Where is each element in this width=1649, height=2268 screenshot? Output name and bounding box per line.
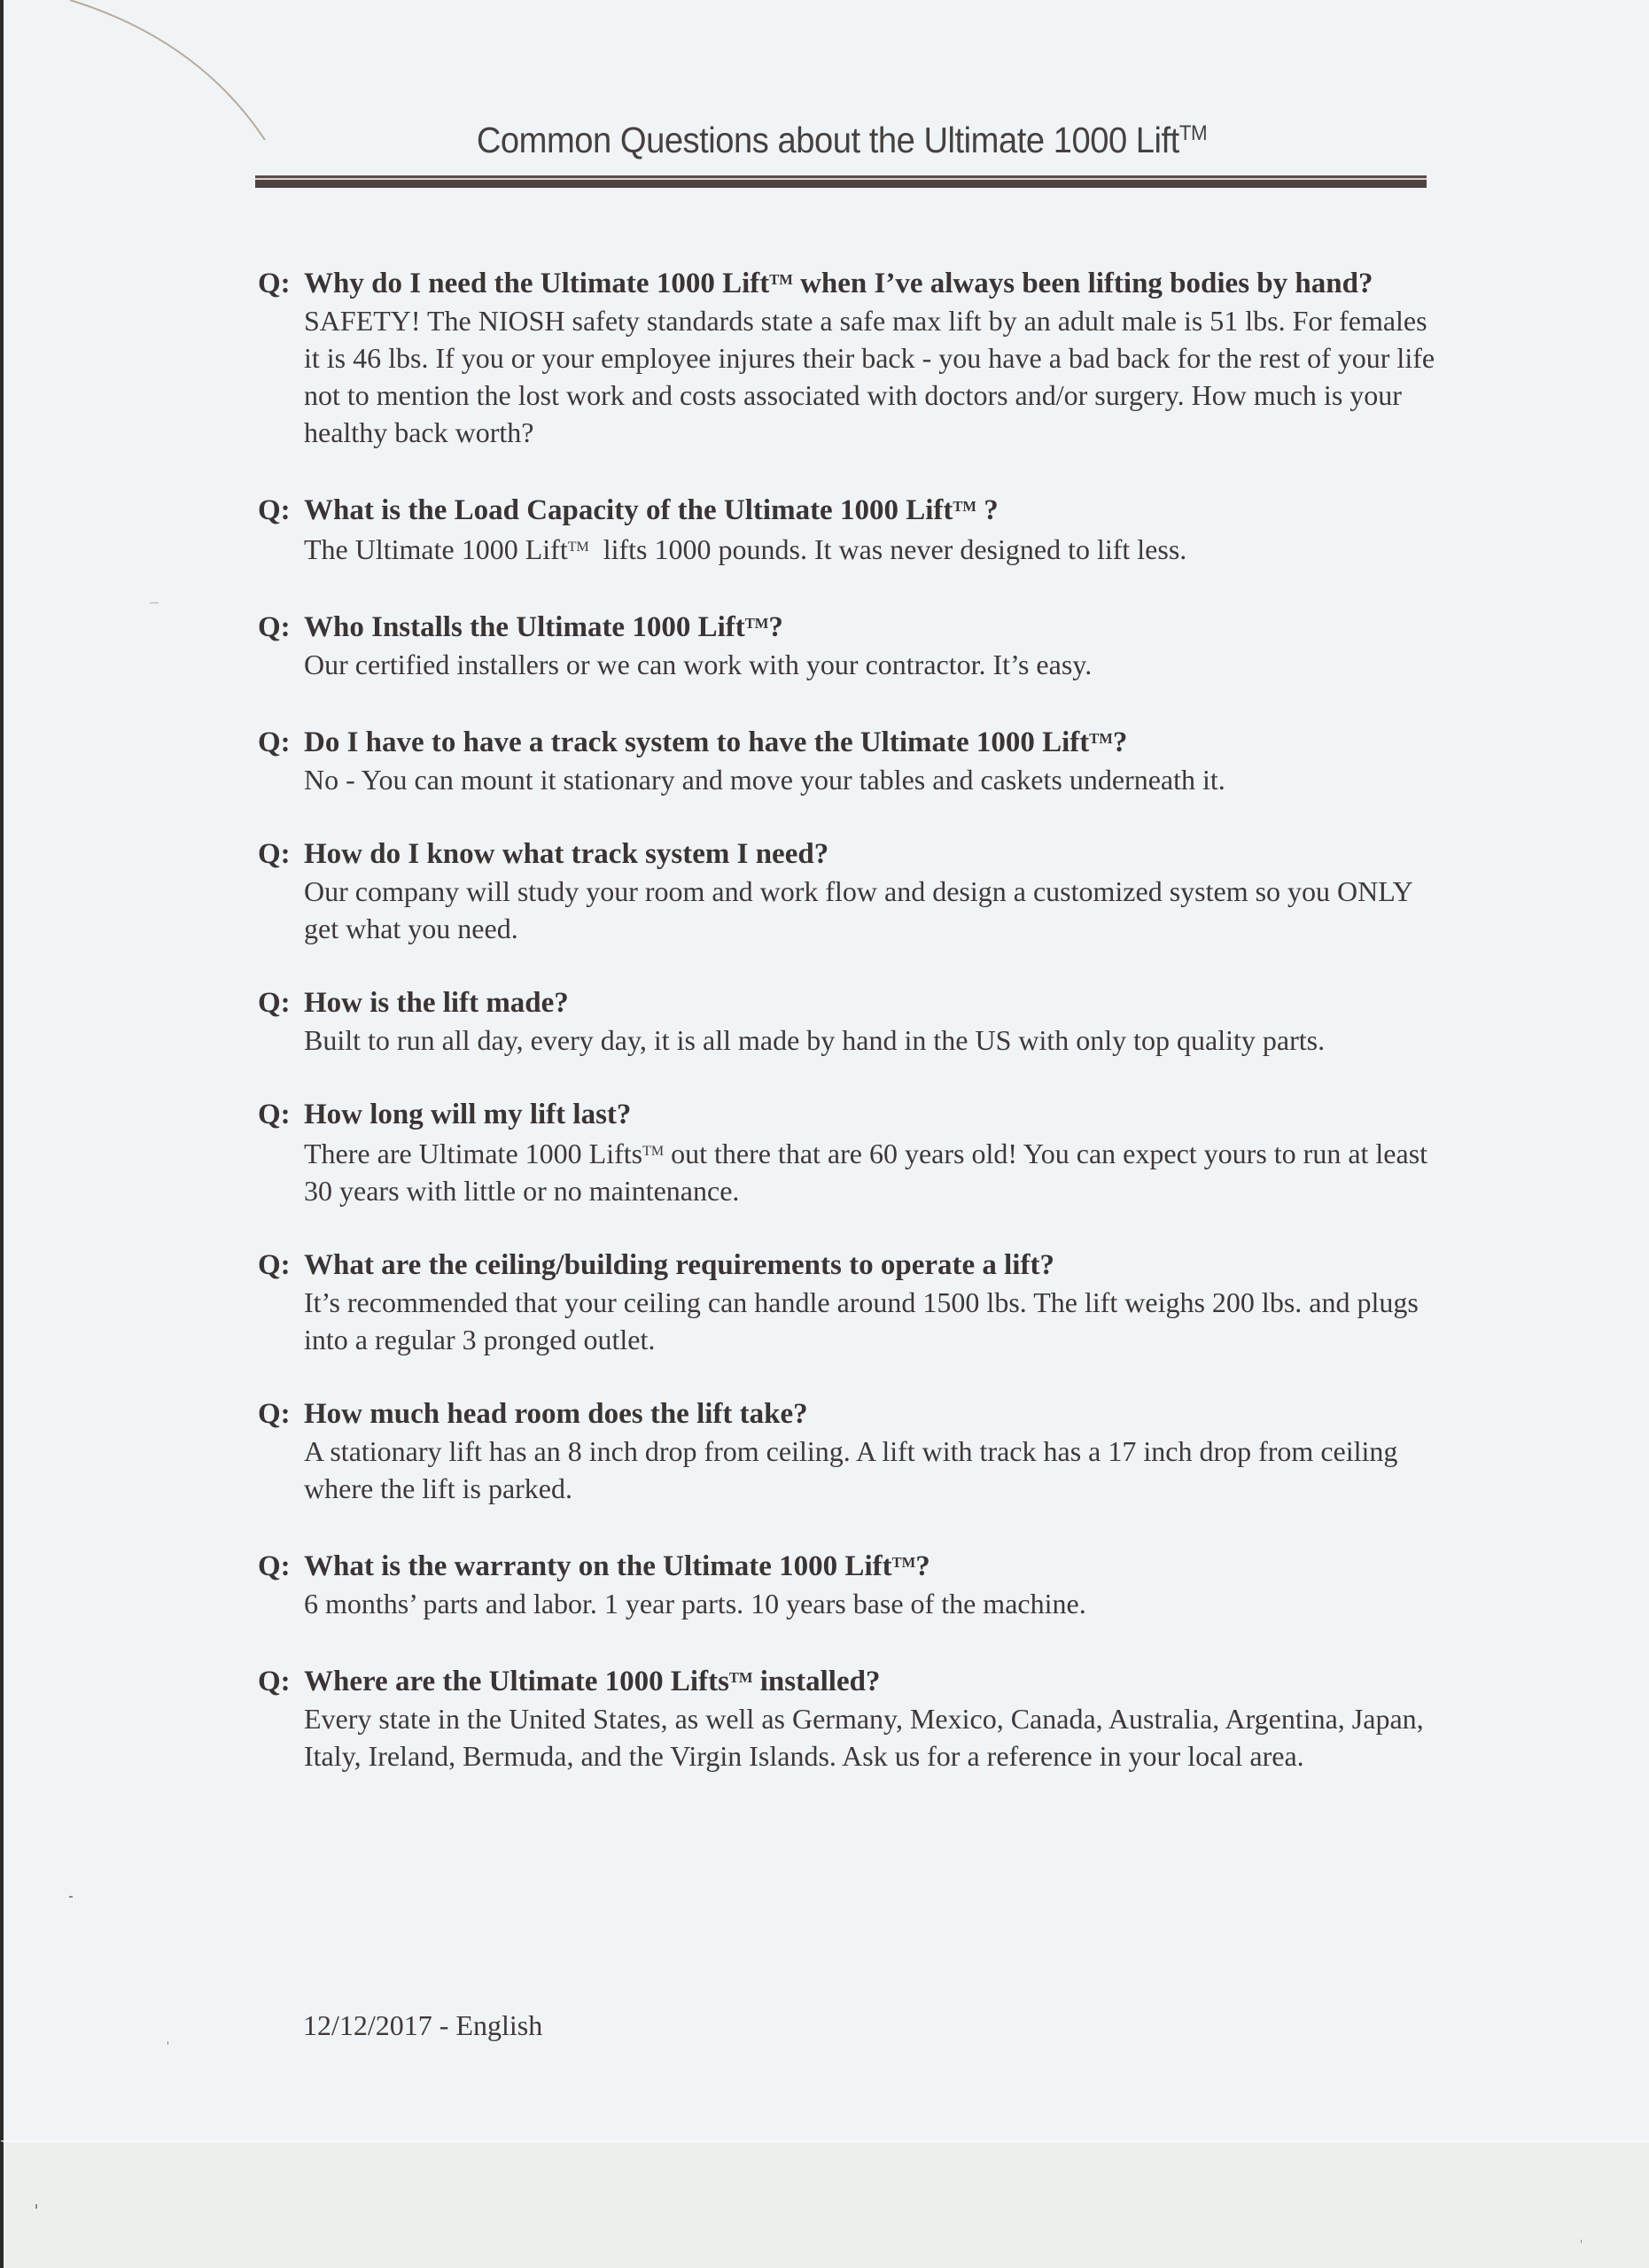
faq-answer: Every state in the United States, as well as Germany, Mexico, Canada, Australia, Argentina, Japan, Italy, Ireland, Bermuda, and the Virgin Islands. Ask us for a reference in your local area. — [304, 1702, 1438, 1772]
faq-answer: Our certified installers or we can work with your contractor. It’s easy. — [304, 648, 1093, 680]
question-prefix: Q: — [258, 726, 291, 759]
scan-speck — [150, 602, 159, 603]
question-prefix: Q: — [258, 1248, 291, 1281]
question-prefix: Q: — [258, 1397, 291, 1430]
faq-answer — [258, 529, 1436, 568]
scan-speck — [35, 2204, 37, 2209]
answer-text: out there that are 60 years old! You can expect yours to run at least 30 years with little or no maintenance. — [304, 1137, 1428, 1207]
rule-thick-line — [255, 180, 1427, 188]
faq-answer: 6 months’ parts and labor. 1 year parts. 10 years base of the machine. — [304, 1587, 1086, 1619]
faq-item — [258, 1247, 1436, 1358]
trademark-symbol: TM — [728, 1668, 753, 1686]
faq-answer: Our company will study your room and work flow and design a customized system so you ONLY get what you need. — [304, 875, 1412, 945]
question-prefix: Q: — [258, 494, 291, 527]
question-text: How is the lift made? — [304, 987, 569, 1020]
faq-list — [258, 261, 1436, 1812]
page-title-text: Common Questions about the Ultimate 1000 Lift — [476, 120, 1179, 160]
question-text: Why do I need the Ultimate 1000 Lift — [304, 268, 770, 300]
trademark-symbol: TM — [953, 498, 976, 516]
faq-question — [258, 1096, 1436, 1133]
trademark-symbol: TM — [567, 540, 589, 555]
faq-answer: No - You can mount it stationary and move your tables and caskets underneath it. — [304, 764, 1225, 796]
document-date-language: 12/12/2017 - English — [303, 2009, 543, 2041]
faq-item — [258, 605, 1436, 683]
faq-question — [258, 1395, 1436, 1433]
faq-answer: A stationary lift has an 8 inch drop from ceiling. A lift with track has a 17 inch drop from ceiling where the lift is parked. — [304, 1434, 1398, 1504]
question-text: How long will my lift last? — [304, 1099, 632, 1131]
question-text: What are the ceiling/building requirements to operate a lift? — [304, 1248, 1054, 1281]
faq-item — [258, 720, 1436, 798]
answer-text: There are Ultimate 1000 Lifts — [304, 1137, 643, 1169]
question-prefix: Q: — [258, 268, 291, 300]
scan-speck — [1581, 2240, 1582, 2243]
question-prefix: Q: — [258, 1550, 291, 1582]
faq-item — [258, 261, 1436, 451]
faq-answer: Built to run all day, every day, it is all made by hand in the US with only top quality parts. — [304, 1024, 1326, 1057]
question-text: How much head room does the lift take? — [304, 1397, 808, 1430]
faq-answer — [258, 1133, 1436, 1209]
scan-speck — [69, 1896, 73, 1898]
question-text: Do I have to have a track system to have the Ultimate 1000 Lift — [304, 726, 1090, 759]
faq-item — [258, 1395, 1436, 1507]
scan-speck — [167, 2041, 168, 2045]
faq-question — [258, 1247, 1436, 1284]
question-prefix: Q: — [258, 1665, 291, 1697]
trademark-symbol: TM — [1178, 121, 1208, 145]
trademark-symbol: TM — [642, 1144, 665, 1160]
faq-question — [258, 488, 1436, 529]
faq-answer: It’s recommended that your ceiling can handle around 1500 lbs. The lift weighs 200 lbs. and plugs into a regular 3 pronged outlet. — [304, 1285, 1419, 1355]
trademark-symbol: TM — [769, 271, 793, 288]
answer-text: lifts 1000 pounds. It was never designed to lift less. — [588, 532, 1187, 565]
scanner-bed-area — [0, 2140, 1649, 2268]
faq-item — [258, 984, 1436, 1059]
answer-text: The Ultimate 1000 Lift — [304, 532, 568, 565]
question-text: ? — [1112, 726, 1128, 759]
question-text: when I’ve always been lifting bodies by hand? — [792, 268, 1373, 300]
question-prefix: Q: — [258, 1099, 291, 1131]
question-text: ? — [976, 494, 999, 527]
page-corner-fold-line — [4, 0, 287, 151]
page-title — [298, 120, 1386, 161]
question-text: What is the warranty on the Ultimate 1000 Lift — [304, 1550, 892, 1582]
faq-item — [258, 1096, 1436, 1209]
faq-question — [258, 984, 1436, 1021]
trademark-symbol: TM — [1089, 729, 1113, 747]
question-text: Where are the Ultimate 1000 Lifts — [304, 1665, 729, 1697]
faq-question — [258, 605, 1436, 646]
trademark-symbol: TM — [891, 1553, 916, 1571]
trademark-symbol: TM — [744, 614, 769, 632]
question-prefix: Q: — [258, 838, 291, 871]
faq-question — [258, 1659, 1436, 1700]
question-text: installed? — [752, 1665, 881, 1697]
faq-item — [258, 835, 1436, 947]
question-text: What is the Load Capacity of the Ultimate 1000 Lift — [304, 494, 953, 527]
faq-item — [258, 1659, 1436, 1775]
question-prefix: Q: — [258, 610, 291, 643]
faq-question — [258, 261, 1436, 302]
faq-item — [258, 1544, 1436, 1622]
faq-question — [258, 835, 1436, 873]
faq-question — [258, 720, 1436, 761]
question-text: How do I know what track system I need? — [304, 838, 829, 871]
faq-question — [258, 1544, 1436, 1585]
question-text: Who Installs the Ultimate 1000 Lift — [304, 610, 745, 643]
faq-item — [258, 488, 1436, 568]
faq-answer: SAFETY! The NIOSH safety standards state a safe max lift by an adult male is 51 lbs. For females it is 46 lbs. If you or your employee injures their back - you have a bad back for the rest of your life not to mention the lost work and costs associated with doctors and/or surgery. How much is your healthy back worth? — [304, 305, 1435, 449]
title-underline-rule — [255, 175, 1427, 188]
question-prefix: Q: — [258, 987, 291, 1020]
question-text: ? — [768, 610, 783, 643]
question-text: ? — [915, 1550, 930, 1582]
